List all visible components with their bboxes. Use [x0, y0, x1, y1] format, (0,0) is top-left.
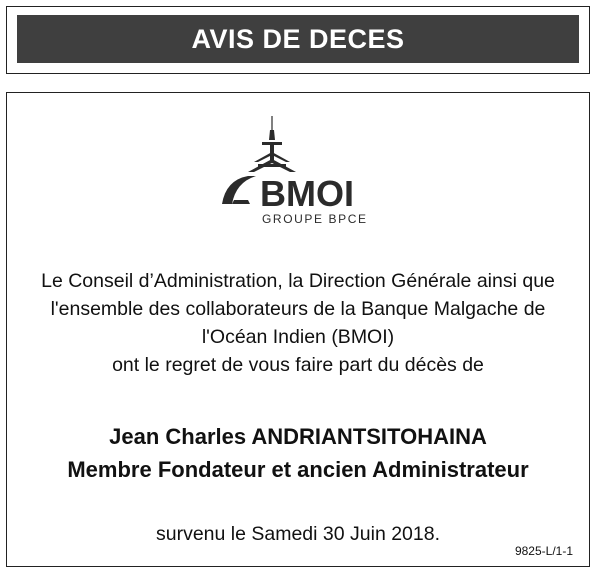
deceased-block [7, 420, 589, 486]
intro-line: Le Conseil d’Administration, la Direction Générale ainsi que [41, 270, 555, 292]
intro-paragraph [7, 267, 589, 379]
intro-line: l'ensemble des collaborateurs de la Banque Malgache de [50, 298, 546, 320]
header-frame [6, 6, 590, 74]
bmoi-logo [218, 116, 378, 228]
intro-line: l'Océan Indien (BMOI) [201, 326, 395, 348]
reference-code: 9825-L/1-1 [514, 544, 573, 558]
announcement-frame [6, 92, 590, 567]
logo-wordmark: BMOI [260, 173, 354, 214]
header-bar [17, 15, 579, 63]
deceased-title: Membre Fondateur et ancien Administrateur [67, 457, 529, 482]
logo-subtitle: GROUPE BPCE [262, 212, 368, 226]
date-line: survenu le Samedi 30 Juin 2018. [155, 523, 441, 545]
page-title: AVIS DE DECES [191, 23, 405, 54]
deceased-name: Jean Charles ANDRIANTSITOHAINA [109, 424, 487, 449]
intro-line: ont le regret de vous faire part du décès de [112, 354, 484, 376]
